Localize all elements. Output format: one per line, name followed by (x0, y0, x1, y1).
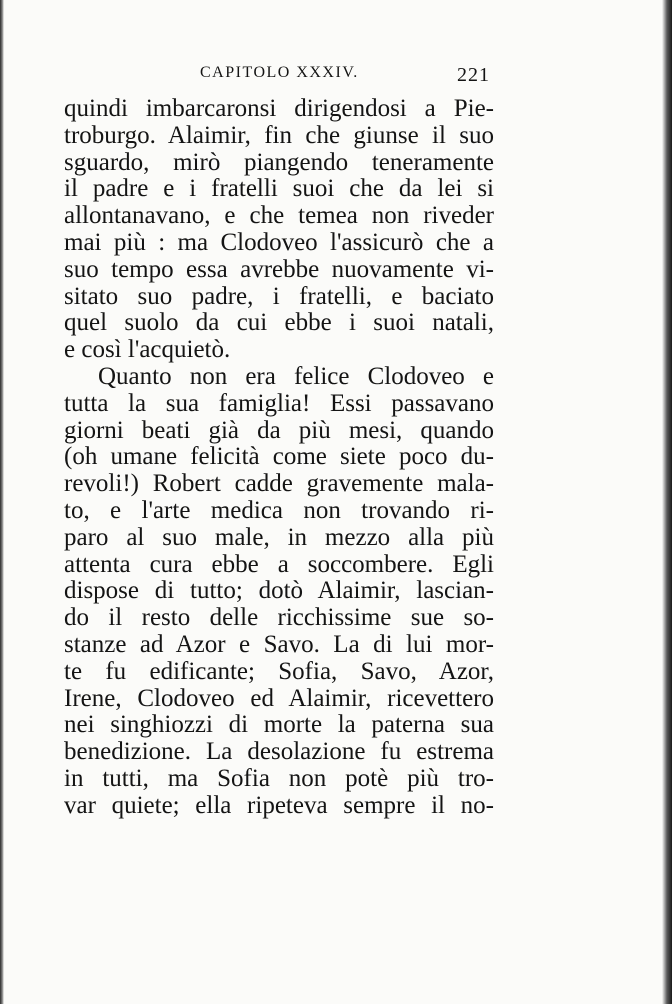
text-line: Quanto non era felice Clodoveo e (98, 363, 494, 390)
text-line: to, e l'arte medica non trovando ri- (64, 497, 494, 524)
text-line: paro al suo male, in mezzo alla più (64, 524, 494, 551)
text-line: giorni beati già da più mesi, quando (64, 417, 494, 444)
text-line: nei singhiozzi di morte la paterna sua (64, 712, 494, 739)
text-line: sitato suo padre, i fratelli, e baciato (64, 283, 494, 310)
page-left-edge (0, 0, 4, 1004)
text-line: in tutti, ma Sofia non potè più tro- (64, 765, 494, 792)
paragraph-2 (64, 364, 494, 820)
text-line: stanze ad Azor e Savo. La di lui mor- (64, 631, 494, 658)
text-line: quindi imbarcaronsi dirigendosi a Pie- (64, 96, 494, 122)
paragraph-1 (64, 96, 494, 364)
text-line: revoli!) Robert cadde gravemente mala- (64, 471, 494, 498)
text-line: il padre e i fratelli suoi che da lei si (64, 176, 494, 203)
text-line: mai più : ma Clodoveo l'assicurò che a (64, 229, 494, 256)
chapter-title: CAPITOLO XXXIV. (200, 64, 359, 81)
text-line: troburgo. Alaimir, fin che giunse il suo (64, 122, 494, 149)
text-line: sguardo, mirò piangendo teneramente (64, 149, 494, 176)
text-line: Irene, Clodoveo ed Alaimir, ricevettero (64, 685, 494, 712)
text-line: dispose di tutto; dotò Alaimir, lascian- (64, 578, 494, 605)
text-line: (oh umane felicità come siete poco du- (64, 444, 494, 471)
page-number: 221 (457, 64, 490, 86)
text-line: te fu edificante; Sofia, Savo, Azor, (64, 658, 494, 685)
page-right-edge (662, 0, 672, 1004)
text-line: tutta la sua famiglia! Essi passavano (64, 390, 494, 417)
text-line: benedizione. La desolazione fu estrema (64, 739, 494, 766)
text-line: suo tempo essa avrebbe nuovamente vi- (64, 256, 494, 283)
text-line: e così l'acquietò. (64, 337, 231, 364)
text-line: attenta cura ebbe a soccombere. Egli (64, 551, 494, 578)
text-line: do il resto delle ricchissime sue so- (64, 605, 494, 632)
text-line: allontanavano, e che temea non riveder (64, 203, 494, 230)
body-text (64, 96, 494, 820)
text-line: var quiete; ella ripeteva sempre il no- (64, 792, 494, 819)
running-head (200, 64, 490, 86)
text-line: quel suolo da cui ebbe i suoi natali, (64, 310, 494, 337)
